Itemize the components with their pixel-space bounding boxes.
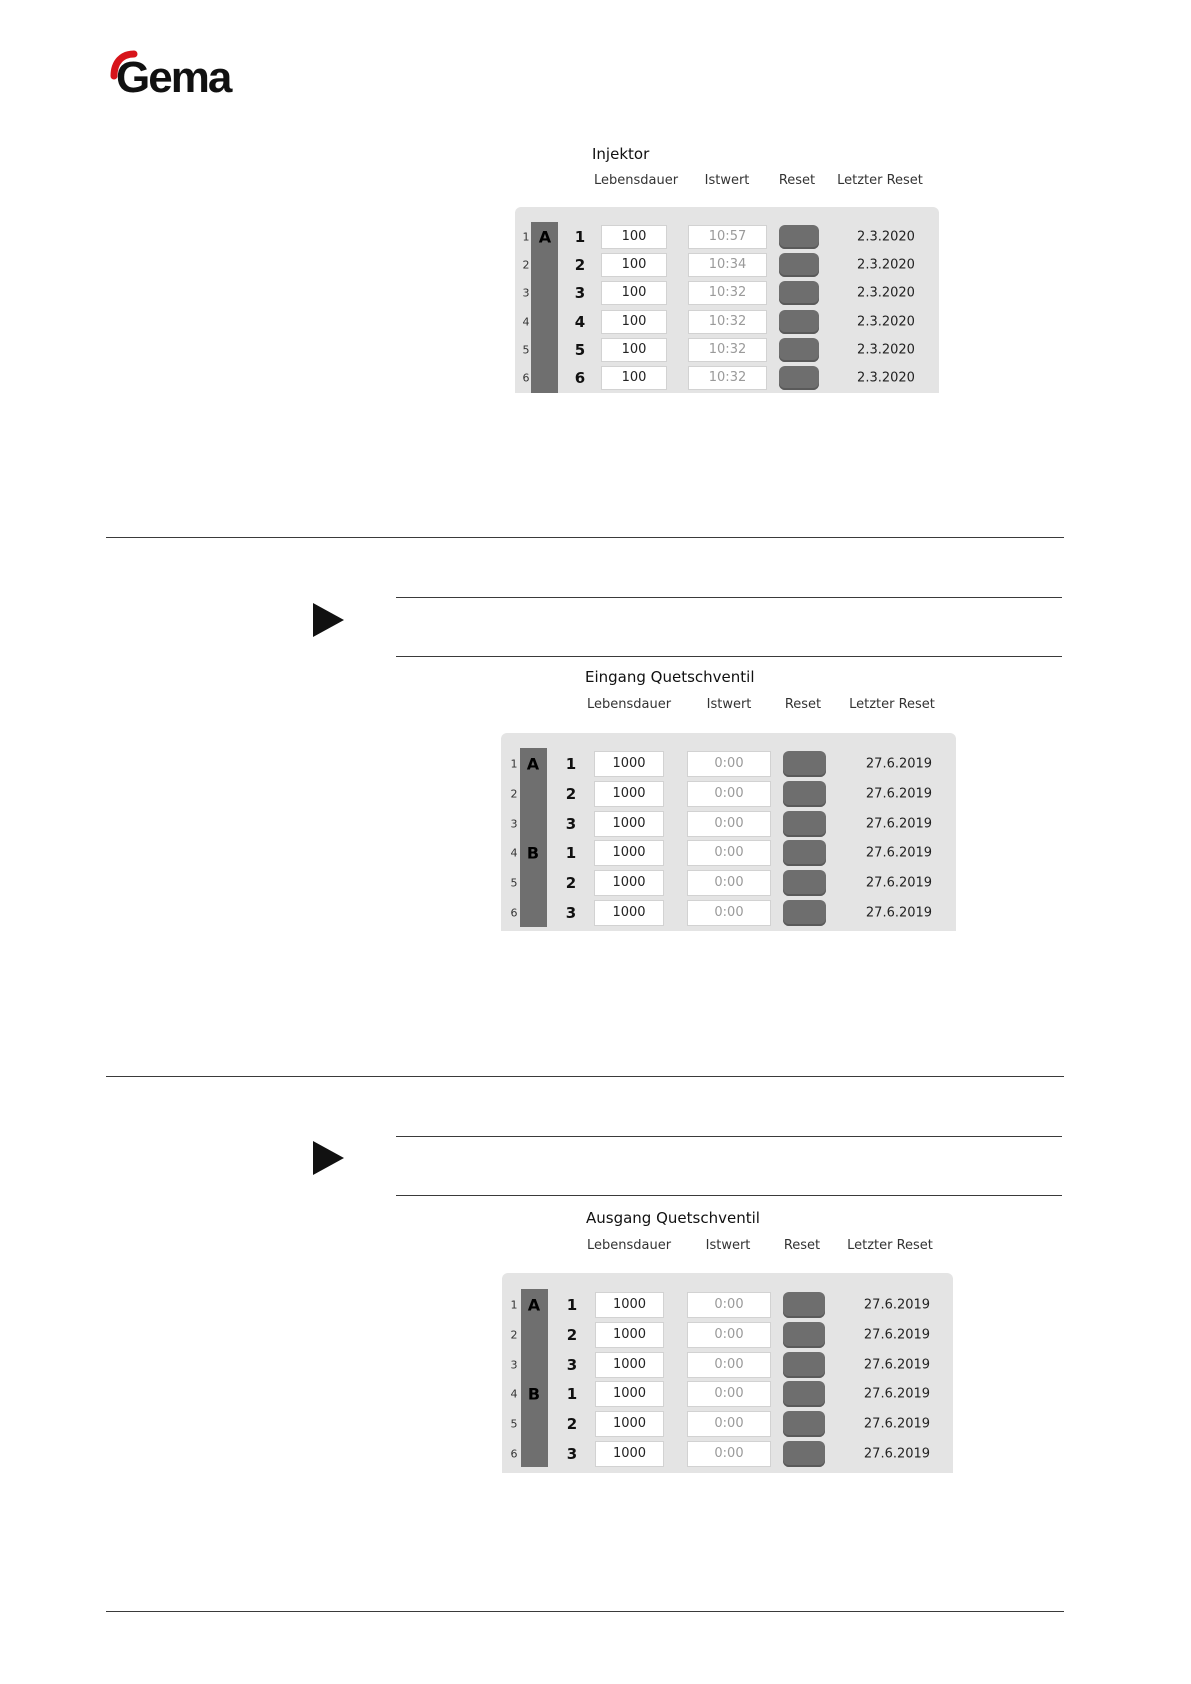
reset-button[interactable]	[783, 751, 826, 777]
column-header-lifetime: Lebensdauer	[586, 1238, 672, 1253]
reset-button[interactable]	[783, 1441, 825, 1467]
step-rule-top	[396, 1136, 1062, 1137]
row-index: 3	[522, 286, 530, 300]
row-index: 6	[510, 1447, 518, 1461]
gun-number: 3	[574, 284, 586, 303]
group-bar	[520, 748, 547, 927]
column-header-actual: Istwert	[704, 173, 750, 188]
last-reset-date: 27.6.2019	[863, 1386, 931, 1402]
reset-button[interactable]	[783, 1292, 825, 1318]
last-reset-date: 27.6.2019	[863, 1446, 931, 1462]
row-index: 4	[522, 315, 530, 329]
gun-number: 2	[574, 256, 586, 275]
gun-number: 3	[565, 814, 577, 833]
last-reset-date: 2.3.2020	[857, 370, 915, 386]
reset-button[interactable]	[783, 870, 826, 896]
gun-number: 1	[565, 844, 577, 863]
last-reset-date: 27.6.2019	[863, 1416, 931, 1432]
actual-value-field: 10:32	[688, 281, 767, 305]
actual-value-field: 0:00	[687, 900, 771, 926]
column-header-reset: Reset	[783, 1238, 821, 1253]
gun-number: 2	[566, 1325, 578, 1344]
column-header-lifetime: Lebensdauer	[593, 173, 679, 188]
actual-value-field: 0:00	[687, 1411, 771, 1437]
actual-value-field: 0:00	[687, 1292, 771, 1318]
column-header-last-reset: Letzter Reset	[849, 697, 935, 712]
logo-text: Gema	[116, 53, 231, 102]
group-label: A	[526, 754, 540, 774]
last-reset-date: 27.6.2019	[865, 786, 933, 802]
lifetime-input[interactable]: 100	[601, 281, 667, 305]
last-reset-date: 2.3.2020	[857, 314, 915, 330]
column-header-reset: Reset	[778, 173, 816, 188]
panel-title: Ausgang Quetschventil	[586, 1209, 760, 1227]
section-divider	[106, 537, 1064, 538]
gun-number: 1	[574, 228, 586, 246]
row-index: 1	[510, 757, 518, 771]
panel-title: Eingang Quetschventil	[585, 668, 755, 686]
row-index: 2	[510, 787, 518, 801]
lifetime-input[interactable]: 1000	[595, 1411, 664, 1437]
gun-number: 2	[566, 1415, 578, 1434]
row-index: 3	[510, 1358, 518, 1372]
actual-value-field: 0:00	[687, 840, 771, 866]
reset-button[interactable]	[779, 310, 819, 334]
section-divider	[106, 1611, 1064, 1612]
lifetime-input[interactable]: 1000	[594, 751, 664, 777]
reset-button[interactable]	[779, 338, 819, 362]
lifetime-input[interactable]: 1000	[594, 840, 664, 866]
row-index: 6	[522, 371, 530, 385]
column-header-last-reset: Letzter Reset	[837, 173, 923, 188]
row-index: 6	[510, 906, 518, 920]
actual-value-field: 0:00	[687, 781, 771, 807]
last-reset-date: 27.6.2019	[865, 875, 933, 891]
last-reset-date: 27.6.2019	[865, 905, 933, 921]
group-label: B	[527, 1384, 541, 1404]
gun-number: 4	[574, 312, 586, 331]
column-header-last-reset: Letzter Reset	[847, 1238, 933, 1253]
column-header-actual: Istwert	[705, 1238, 751, 1253]
actual-value-field: 0:00	[687, 811, 771, 837]
actual-value-field: 10:32	[688, 310, 767, 334]
reset-button[interactable]	[783, 1381, 825, 1407]
reset-button[interactable]	[779, 366, 819, 390]
column-header-lifetime: Lebensdauer	[586, 697, 672, 712]
row-index: 4	[510, 1387, 518, 1401]
gun-number: 1	[565, 755, 577, 773]
last-reset-date: 2.3.2020	[857, 229, 915, 245]
actual-value-field: 0:00	[687, 1441, 771, 1467]
lifetime-input[interactable]: 1000	[595, 1352, 664, 1378]
lifetime-input[interactable]: 100	[601, 366, 667, 390]
step-arrow-icon	[313, 603, 344, 637]
column-header-reset: Reset	[784, 697, 822, 712]
group-bar	[521, 1289, 548, 1467]
actual-value-field: 10:57	[688, 225, 767, 249]
last-reset-date: 2.3.2020	[857, 257, 915, 273]
reset-button[interactable]	[779, 253, 819, 277]
reset-button[interactable]	[783, 900, 826, 926]
reset-button[interactable]	[783, 1411, 825, 1437]
column-header-actual: Istwert	[706, 697, 752, 712]
gun-number: 1	[566, 1385, 578, 1404]
row-index: 5	[522, 343, 530, 357]
row-index: 3	[510, 817, 518, 831]
last-reset-date: 27.6.2019	[863, 1357, 931, 1373]
reset-button[interactable]	[783, 1322, 825, 1348]
group-bar	[531, 222, 558, 393]
actual-value-field: 0:00	[687, 751, 771, 777]
actual-value-field: 10:32	[688, 366, 767, 390]
reset-button[interactable]	[779, 281, 819, 305]
actual-value-field: 0:00	[687, 1322, 771, 1348]
actual-value-field: 10:34	[688, 253, 767, 277]
step-rule-top	[396, 597, 1062, 598]
gun-number: 3	[565, 904, 577, 922]
step-rule-bottom	[396, 1195, 1062, 1196]
gun-number: 3	[566, 1355, 578, 1374]
gun-number: 6	[574, 369, 586, 387]
lifetime-input[interactable]: 1000	[594, 781, 664, 807]
reset-button[interactable]	[783, 811, 826, 837]
last-reset-date: 27.6.2019	[865, 816, 933, 832]
row-index: 5	[510, 876, 518, 890]
last-reset-date: 2.3.2020	[857, 285, 915, 301]
step-arrow-icon	[313, 1141, 344, 1175]
lifetime-input[interactable]: 1000	[595, 1292, 664, 1318]
section-divider	[106, 1076, 1064, 1077]
actual-value-field: 10:32	[688, 338, 767, 362]
last-reset-date: 27.6.2019	[865, 845, 933, 861]
gema-logo	[108, 50, 238, 106]
row-index: 5	[510, 1417, 518, 1431]
lifetime-input[interactable]: 1000	[594, 900, 664, 926]
gun-number: 5	[574, 340, 586, 359]
reset-button[interactable]	[779, 225, 819, 249]
last-reset-date: 2.3.2020	[857, 342, 915, 358]
actual-value-field: 0:00	[687, 870, 771, 896]
lifetime-input[interactable]: 1000	[595, 1322, 664, 1348]
group-label: A	[538, 227, 552, 247]
last-reset-date: 27.6.2019	[863, 1327, 931, 1343]
last-reset-date: 27.6.2019	[863, 1297, 931, 1313]
row-index: 2	[510, 1328, 518, 1342]
group-label: B	[526, 843, 540, 863]
row-index: 2	[522, 258, 530, 272]
row-index: 1	[510, 1298, 518, 1312]
lifetime-input[interactable]: 100	[601, 338, 667, 362]
lifetime-input[interactable]: 100	[601, 310, 667, 334]
reset-button[interactable]	[783, 1352, 825, 1378]
gun-number: 3	[566, 1445, 578, 1463]
lifetime-input[interactable]: 1000	[595, 1381, 664, 1407]
actual-value-field: 0:00	[687, 1352, 771, 1378]
gun-number: 2	[565, 784, 577, 803]
lifetime-input[interactable]: 1000	[594, 811, 664, 837]
panel-title: Injektor	[592, 145, 650, 163]
step-rule-bottom	[396, 656, 1062, 657]
lifetime-input[interactable]: 100	[601, 253, 667, 277]
gun-number: 2	[565, 874, 577, 893]
lifetime-input[interactable]: 1000	[595, 1441, 664, 1467]
lifetime-input[interactable]: 1000	[594, 870, 664, 896]
reset-button[interactable]	[783, 840, 826, 866]
row-index: 4	[510, 846, 518, 860]
reset-button[interactable]	[783, 781, 826, 807]
last-reset-date: 27.6.2019	[865, 756, 933, 772]
lifetime-input[interactable]: 100	[601, 225, 667, 249]
group-label: A	[527, 1295, 541, 1315]
gun-number: 1	[566, 1296, 578, 1314]
actual-value-field: 0:00	[687, 1381, 771, 1407]
row-index: 1	[522, 230, 530, 244]
